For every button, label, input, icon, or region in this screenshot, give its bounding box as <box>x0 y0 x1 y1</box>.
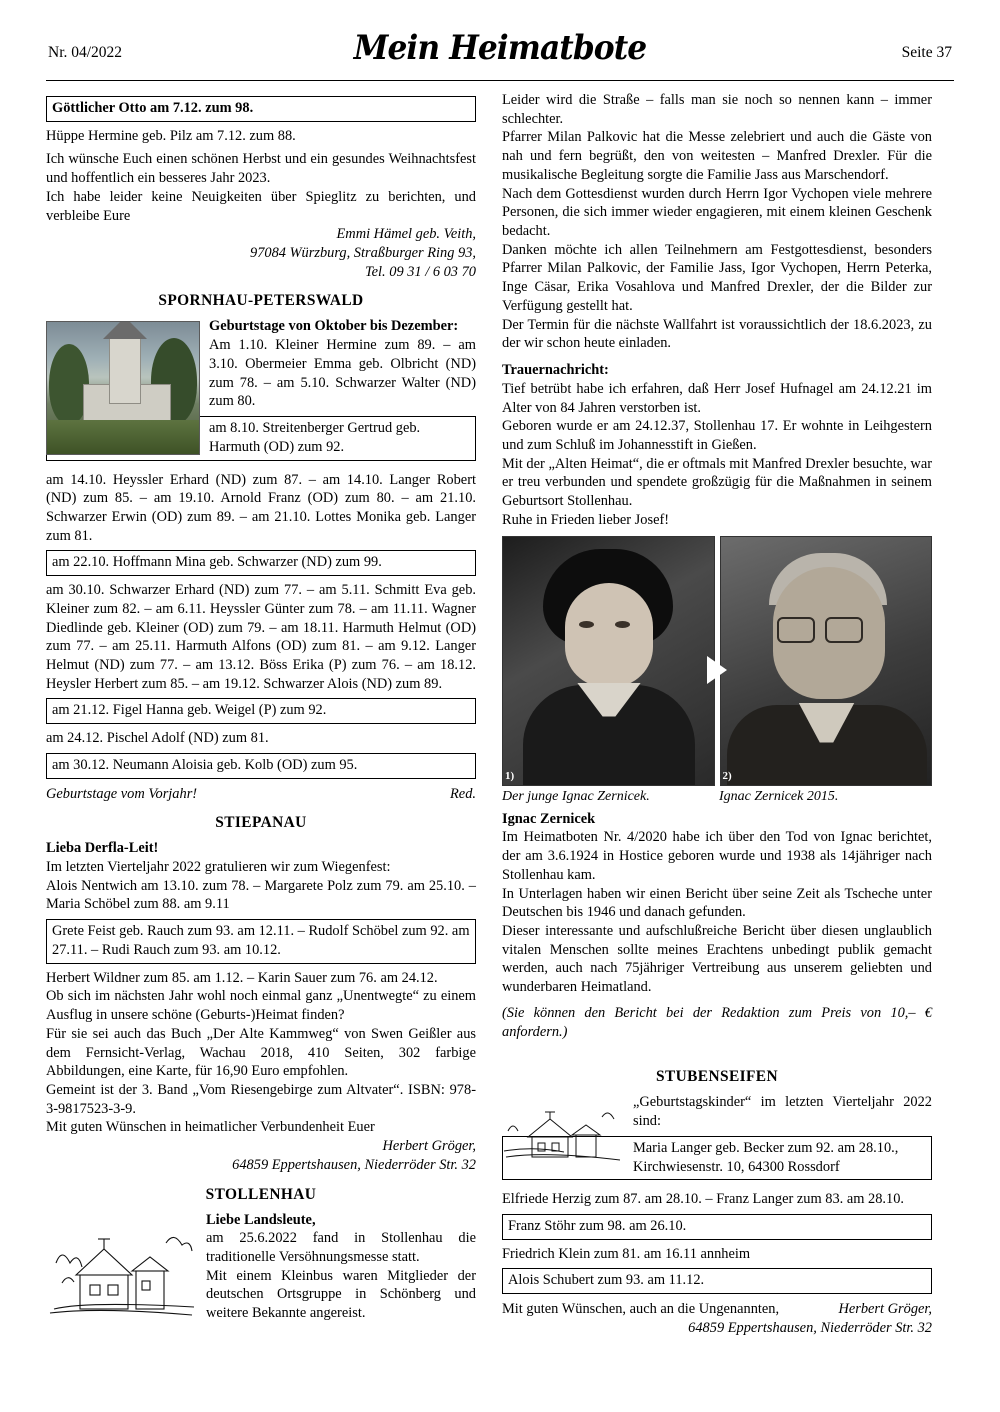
birthday-paragraph-3: am 30.10. Schwarzer Erhard (ND) zum 77. – am 5.11. Schmitt Eva geb. Kleiner zum 82. – am 6.11. Heyssler Günter zum 78. – am 11.11. Wagner Diedlinde geb. Kleiner (OD) zum 79. – am 18.11. Harmuth Helmut (OD) zum 77. – am 25.11. Harmuth Alfons (OD) zum 81. – am 9.12. Langer Helmut (ND) zum 77. – am 13.12. Böss Erika (P) zum 76. – am 18.12. Heysler Herbert zum 85. – am 19.12. Schwarzer Alois (ND) zum 89. <box>46 582 476 692</box>
stiepanau-paragraph-5: Für sie sei auch das Buch „Der Alte Kammweg“ von Swen Geißler aus dem Fernsicht-Verlag, Wachau 2018, 410 Seiten, 302 farbige Abbildungen, eine Karte, für 16,90 Euro empfohlen. <box>46 1025 476 1080</box>
obituary-heading: Trauernachricht: <box>502 362 609 379</box>
box-franz-stoehr: Franz Stöhr zum 98. am 26.10. <box>502 1214 932 1240</box>
grass-shape <box>47 420 199 454</box>
box-alois-schubert: Alois Schubert zum 93. am 11.12. <box>502 1268 932 1294</box>
stubenseifen-closing-text: Mit guten Wünschen, auch an die Ungenannten, <box>502 1301 780 1318</box>
eye-right-shape <box>615 621 630 628</box>
portrait-old-photo <box>720 536 933 786</box>
village-house-svg <box>46 1213 196 1321</box>
right-paragraph-1: Leider wird die Straße – falls man sie noch so nennen kann – immer schlechter. <box>502 92 932 127</box>
portrait-photo-pair <box>502 536 932 786</box>
eye-left-shape <box>579 621 594 628</box>
photo-number-left: 1) <box>505 770 515 783</box>
stubenseifen-intro-block <box>502 1093 932 1185</box>
section-title-stubenseifen: STUBENSEIFEN <box>656 1068 778 1086</box>
prior-year-note: Geburtstage vom Vorjahr! <box>46 785 198 802</box>
right-paragraph-2: Pfarrer Milan Palkovic hat die Messe zelebriert und auch die Gäste von nah und fern begrüßt, den von weitesten – Manfred Drexler. Für die musikalische Begleitung sorgte die Familie Jass aus Marschendorf. <box>502 129 932 183</box>
stollenhau-intro-block <box>46 1211 476 1323</box>
stubenseifen-signature-2: 64859 Eppertshausen, Niederröder Str. 32 <box>688 1319 932 1336</box>
editor-abbrev: Red. <box>450 785 476 802</box>
village-house-drawing <box>46 1213 196 1321</box>
birthday-heading: Geburtstage von Oktober bis Dezember: <box>209 318 459 335</box>
section-title-stiepanau: STIEPANAU <box>215 814 307 832</box>
wish-paragraph-1: Ich wünsche Euch einen schönen Herbst und ein gesundes Weihnachtsfest und hoffentlich ein besseres Jahr 2023. <box>46 151 476 187</box>
left-column <box>46 91 476 1338</box>
stiepanau-signature-1: Herbert Gröger, <box>382 1138 476 1155</box>
signature-line-2: 97084 Würzburg, Straßburger Ring 93, <box>250 245 476 262</box>
box-maria-text: Maria Langer geb. Becker zum 92. am 28.10., Kirchwiesenstr. 10, 64300 Rossdorf <box>633 1139 899 1175</box>
obituary-paragraph-2: Geboren wurde er am 24.12.37, Stollenhau 17. Er wohnte in Leihgestern und zum Schluß im Johannesstift in Gießen. <box>502 418 932 453</box>
church-tower-shape <box>109 336 141 404</box>
stubenseifen-paragraph-2: Elfriede Herzig zum 87. am 28.10. – Franz Langer zum 83. am 28.10. <box>502 1191 905 1208</box>
section-title-stollenhau: STOLLENHAU <box>205 1185 317 1203</box>
glasses-right-shape <box>825 617 863 643</box>
birthday-paragraph-2: am 14.10. Heyssler Erhard (ND) zum 87. – am 14.10. Langer Robert (ND) zum 85. – am 19.10. Arnold Franz (OD) zum 80. – am 21.10. Schwarzer Erwin (OD) zum 89. – am 21.10. Lottes Monika geb. Langer zum 81. <box>46 471 476 544</box>
stiepanau-paragraph-6: Gemeint ist der 3. Band „Vom Riesengebirge zum Altvater“. ISBN: 978-3-9817523-3-9. <box>46 1081 476 1117</box>
stiepanau-paragraph-4: Ob sich im nächsten Jahr wohl noch einmal ganz „Unentwegte“ zu einem Ausflug in unsere schöne (Geburts-)Heimat finden? <box>46 988 476 1024</box>
arrow-icon <box>707 656 727 684</box>
box-hoffmann: am 22.10. Hoffmann Mina geb. Schwarzer (ND) zum 99. <box>46 550 476 576</box>
page-number: Seite 37 <box>901 44 952 61</box>
glasses-left-shape <box>777 617 815 643</box>
caption-right: Ignac Zernicek 2015. <box>719 788 839 804</box>
stubenseifen-signature-1: Herbert Gröger, <box>838 1301 932 1318</box>
prior-year-note-row <box>46 785 476 804</box>
box-figel: am 21.12. Figel Hanna geb. Weigel (P) zum 92. <box>46 698 476 724</box>
issue-number: Nr. 04/2022 <box>48 44 123 61</box>
zernicek-paragraph-2: In Unterlagen haben wir einen Bericht über seine Zeit als Tscheche unter Deutschen bis 1946 und danach gefunden. <box>502 885 932 921</box>
stollenhau-paragraph-2: Mit einem Kleinbus waren Mitglieder der deutschen Ortsgruppe in Schönberg und weitere Bekannte angereist. <box>206 1267 476 1322</box>
right-column <box>502 91 932 1338</box>
spornhau-intro-block <box>46 317 476 465</box>
right-paragraph-5: Der Termin für die nächste Wallfahrt ist voraussichtlich der 18.6.2023, zu der wir schon heute einladen. <box>502 316 932 352</box>
box-goettlicher-otto <box>46 96 476 122</box>
photo-number-right: 2) <box>722 770 732 783</box>
obituary-paragraph-3: Mit der „Alten Heimat“, die er oftmals mit Manfred Drexler besuchte, war er treu verbunden und spendete großzügig für die Maßnahmen in seinem Geburtsort Stollenhau. <box>502 455 932 510</box>
stiepanau-paragraph-7: Mit guten Wünschen in heimatlicher Verbundenheit Euer <box>46 1119 375 1136</box>
stollenhau-paragraph-1: am 25.6.2022 fand in Stollenhau die traditionelle Versöhnungsmesse statt. <box>206 1230 476 1265</box>
signature-line-3: Tel. 09 31 / 6 03 70 <box>364 263 476 280</box>
right-paragraph-3: Nach dem Gottesdienst wurden durch Herrn Igor Vychopen viele mehrere Personen, die sich immer wieder engagieren, mit einem kleinen Geschenk bedacht. <box>502 185 932 240</box>
zernicek-paragraph-3: Dieser interessante und aufschlußreiche Bericht über diesen unglaublich vitalen Menschen sollte meines Erachtens unbedingt publik gemacht werden, auch nach 75jähriger Vertreibung aus unserem geliebten und wunderbaren Heimatland. <box>502 923 932 996</box>
content-columns <box>46 91 954 1338</box>
wish-paragraph-2: Ich habe leider keine Neuigkeiten über Spieglitz zu berichten, und verbleibe Eure <box>46 188 476 224</box>
caption-left: Der junge Ignac Zernicek. <box>502 788 650 804</box>
obituary-paragraph-4: Ruhe in Frieden lieber Josef! <box>502 511 670 528</box>
box-grete-feist: Grete Feist geb. Rauch zum 93. am 12.11. – Rudolf Schöbel zum 92. am 27.11. – Rudi Rauch zum 93. am 10.12. <box>46 919 476 963</box>
stubenseifen-paragraph-3: Friedrich Klein zum 81. am 16.11 annheim <box>502 1245 751 1262</box>
zernicek-order-note: (Sie können den Bericht bei der Redaktion zum Preis von 10,– € anfordern.) <box>502 1004 932 1040</box>
zernicek-heading: Ignac Zernicek <box>502 810 596 827</box>
stollenhau-greeting: Liebe Landsleute, <box>206 1211 316 1228</box>
signature-line-1: Emmi Hämel geb. Veith, <box>336 226 476 243</box>
zernicek-paragraph-1: Im Heimatboten Nr. 4/2020 habe ich über den Tod von Ignac berichtet, der am 3.6.1924 in Hostice geboren wurde und 1938 als 14jähriger nach Stollenhau kam. <box>502 829 932 883</box>
stubenseifen-paragraph-1: „Geburtstagskinder“ im letzten Vierteljahr 2022 sind: <box>633 1094 932 1130</box>
right-paragraph-4: Danken möchte ich allen Teilnehmern am Festgottesdienst, besonders Pfarrer Milan Palkovic, der Familie Jass, Igor Vychopen, Herrn Peterka, Inge Cäsar, Erika Vosahlova und Manfred Drexler, der die Bilder zur Verfügung gestellt hat. <box>502 241 932 314</box>
page-header <box>46 26 954 78</box>
publication-title: Mein Heimatbote <box>353 28 647 68</box>
stiepanau-signature-2: 64859 Eppertshausen, Niederröder Str. 32 <box>232 1156 476 1173</box>
stubenseifen-closing-row <box>502 1300 932 1319</box>
stiepanau-greeting: Lieba Derfla-Leit! <box>46 840 159 857</box>
section-title-spornhau: SPORNHAU-PETERSWALD <box>158 292 364 310</box>
stiepanau-paragraph-1: Im letzten Vierteljahr 2022 gratulieren wir zum Wiegenfest: <box>46 859 391 876</box>
box-streitenberger: am 8.10. Streitenberger Gertrud geb. Harmuth (OD) zum 92. <box>46 416 476 460</box>
obituary-paragraph-1: Tief betrübt habe ich erfahren, daß Herr Josef Hufnagel am 24.12.21 im Alter von 84 Jahren verstorben ist. <box>502 380 932 416</box>
birthday-paragraph-4: am 24.12. Pischel Adolf (ND) zum 81. <box>46 730 269 747</box>
stubenseifen-house-drawing <box>502 1097 624 1163</box>
box-goettlicher-text: Göttlicher Otto am 7.12. zum 98. <box>52 100 254 116</box>
stiepanau-paragraph-2: Alois Nentwich am 13.10. zum 78. – Margarete Polz zum 79. am 25.10. – Maria Schöbel zum 88. am 9.11 <box>46 877 476 913</box>
portrait-young-photo <box>502 536 715 786</box>
birthday-paragraph-1: Am 1.10. Kleiner Hermine zum 89. – am 3.10. Obermeier Emma geb. Olbricht (ND) zum 78. – am 5.10. Schwarzer Walter (ND) zum 80. <box>209 337 476 410</box>
face-shape <box>565 583 653 687</box>
church-photo <box>46 321 200 455</box>
stiepanau-paragraph-3: Herbert Wildner zum 85. am 1.12. – Karin Sauer zum 76. am 24.12. <box>46 969 438 986</box>
box-neumann: am 30.12. Neumann Aloisia geb. Kolb (OD) zum 95. <box>46 753 476 779</box>
photo-captions <box>502 788 932 806</box>
hueppe-line: Hüppe Hermine geb. Pilz am 7.12. zum 88. <box>46 127 296 144</box>
stubenseifen-house-svg <box>502 1097 624 1163</box>
header-divider <box>46 80 954 81</box>
